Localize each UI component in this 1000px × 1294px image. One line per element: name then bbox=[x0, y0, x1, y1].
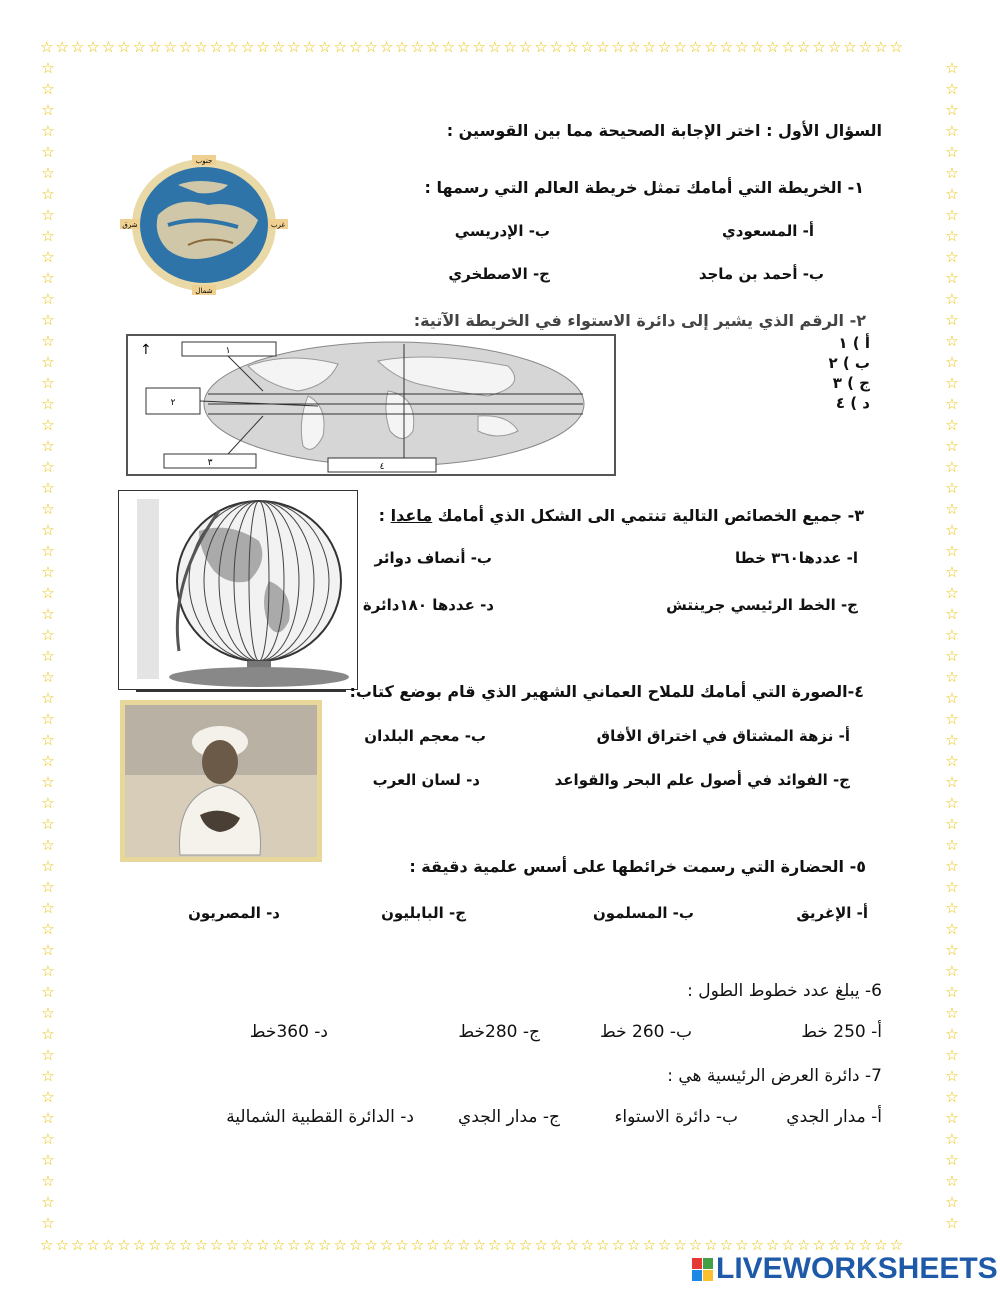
star-border-right: ☆☆☆☆☆☆☆☆☆☆☆☆☆☆☆☆☆☆☆☆☆☆☆☆☆☆☆☆☆☆☆☆☆☆☆☆☆☆☆☆☆☆☆☆☆☆☆☆☆☆☆☆☆☆☆☆ bbox=[945, 59, 959, 1232]
map-label-right: غرب bbox=[270, 221, 286, 229]
q1-option-a[interactable]: أ- المسعودي bbox=[722, 222, 814, 240]
q7-option-a[interactable]: أ- مدار الجدي bbox=[786, 1107, 882, 1127]
map-label-top: جنوب bbox=[195, 157, 213, 165]
q1-option-c[interactable]: ج- الاصطخري bbox=[448, 265, 550, 283]
q7-option-b[interactable]: ب- دائرة الاستواء bbox=[614, 1107, 738, 1127]
svg-text:↑: ↑ bbox=[140, 342, 152, 358]
q3-text-underlined: ماعدا bbox=[390, 506, 433, 525]
q3-text-before: ٣- جميع الخصائص التالية تنتمي الى الشكل الذي أمامك bbox=[432, 506, 864, 525]
q5-text: ٥- الحضارة التي رسمت خرائطها على أسس علمية دقيقة : bbox=[409, 857, 866, 876]
q7-text: 7- دائرة العرض الرئيسية هي : bbox=[667, 1066, 882, 1086]
map-label-bottom: شمال bbox=[195, 287, 213, 295]
q5-option-a[interactable]: أ- الإغريق bbox=[796, 904, 868, 922]
q4-text: ٤-الصورة التي أمامك للملاح العماني الشهير الذي قام بوضع كتاب: bbox=[349, 682, 864, 701]
globe-image bbox=[118, 490, 358, 690]
q3-text-after: : bbox=[378, 506, 391, 525]
q4-option-d[interactable]: د- لسان العرب bbox=[372, 771, 480, 789]
q5-option-d[interactable]: د- المصريون bbox=[188, 904, 280, 922]
world-map-label-1: ١ bbox=[225, 346, 231, 356]
q6-option-c[interactable]: ج- 280خط bbox=[458, 1022, 540, 1042]
q6-text: 6- يبلغ عدد خطوط الطول : bbox=[687, 981, 882, 1001]
globe-underline bbox=[136, 690, 346, 692]
q3-text bbox=[379, 506, 864, 525]
q2-option-b[interactable]: ب ) ٢ bbox=[828, 354, 870, 372]
q2-options bbox=[800, 334, 870, 414]
q4-option-b[interactable]: ب- معجم البلدان bbox=[364, 727, 486, 745]
q7-option-c[interactable]: ج- مدار الجدي bbox=[458, 1107, 560, 1127]
q1-option-b[interactable]: ب- الإدريسي bbox=[454, 222, 550, 240]
q2-option-c[interactable]: ج ) ٣ bbox=[832, 374, 870, 392]
star-border-bottom: ☆☆☆☆☆☆☆☆☆☆☆☆☆☆☆☆☆☆☆☆☆☆☆☆☆☆☆☆☆☆☆☆☆☆☆☆☆☆☆☆☆☆☆☆☆☆☆☆☆☆☆☆☆☆☆☆ bbox=[40, 1238, 906, 1253]
q5-option-c[interactable]: ج- البابليون bbox=[381, 904, 466, 922]
q4-option-a[interactable]: أ- نزهة المشتاق في اختراق الأفاق bbox=[596, 727, 850, 745]
map-label-left: شرق bbox=[122, 221, 138, 229]
q3-option-a[interactable]: ا- عددها٣٦٠ خطا bbox=[735, 549, 858, 567]
q2-option-d[interactable]: د ) ٤ bbox=[835, 394, 870, 412]
q2-text: ٢- الرقم الذي يشير إلى دائرة الاستواء في الخريطة الآتية: bbox=[413, 311, 866, 330]
q6-option-d[interactable]: د- 360خط bbox=[249, 1022, 328, 1042]
q6-option-b[interactable]: ب- 260 خط bbox=[599, 1022, 692, 1042]
liveworksheets-logo-icon bbox=[692, 1258, 714, 1282]
q3-option-b[interactable]: ب- أنصاف دوائر bbox=[374, 549, 492, 567]
star-border-top: ☆☆☆☆☆☆☆☆☆☆☆☆☆☆☆☆☆☆☆☆☆☆☆☆☆☆☆☆☆☆☆☆☆☆☆☆☆☆☆☆☆☆☆☆☆☆☆☆☆☆☆☆☆☆☆☆ bbox=[40, 40, 906, 55]
q3-option-d[interactable]: د- عددها ١٨٠دائرة bbox=[362, 596, 494, 614]
q1-text: ١- الخريطة التي أمامك تمثل خريطة العالم التي رسمها : bbox=[424, 178, 864, 197]
q3-option-c[interactable]: ج- الخط الرئيسي جرينتش bbox=[666, 596, 858, 614]
q7-option-d[interactable]: د- الدائرة القطبية الشمالية bbox=[226, 1107, 414, 1127]
star-border-left: ☆☆☆☆☆☆☆☆☆☆☆☆☆☆☆☆☆☆☆☆☆☆☆☆☆☆☆☆☆☆☆☆☆☆☆☆☆☆☆☆☆☆☆☆☆☆☆☆☆☆☆☆☆☆☆☆ bbox=[41, 59, 55, 1232]
worksheet-title: السؤال الأول : اختر الإجابة الصحيحة مما بين القوسين : bbox=[446, 121, 882, 140]
world-map-label-3: ٣ bbox=[207, 458, 213, 468]
q2-option-a[interactable]: أ ) ١ bbox=[838, 334, 870, 352]
q1-option-b2[interactable]: ب- أحمد بن ماجد bbox=[698, 265, 824, 283]
q6-option-a[interactable]: أ- 250 خط bbox=[801, 1022, 882, 1042]
world-map-label-2: ٢ bbox=[170, 398, 176, 408]
world-map-label-4: ٤ bbox=[379, 462, 385, 472]
idrisi-map-image bbox=[118, 155, 290, 295]
q5-option-b[interactable]: ب- المسلمون bbox=[592, 904, 694, 922]
q4-option-c[interactable]: ج- الفوائد في أصول علم البحر والقواعد bbox=[554, 771, 850, 789]
navigator-portrait-image bbox=[120, 700, 322, 862]
world-map-image bbox=[126, 334, 616, 476]
liveworksheets-brand: LIVEWORKSHEETS bbox=[716, 1252, 998, 1285]
